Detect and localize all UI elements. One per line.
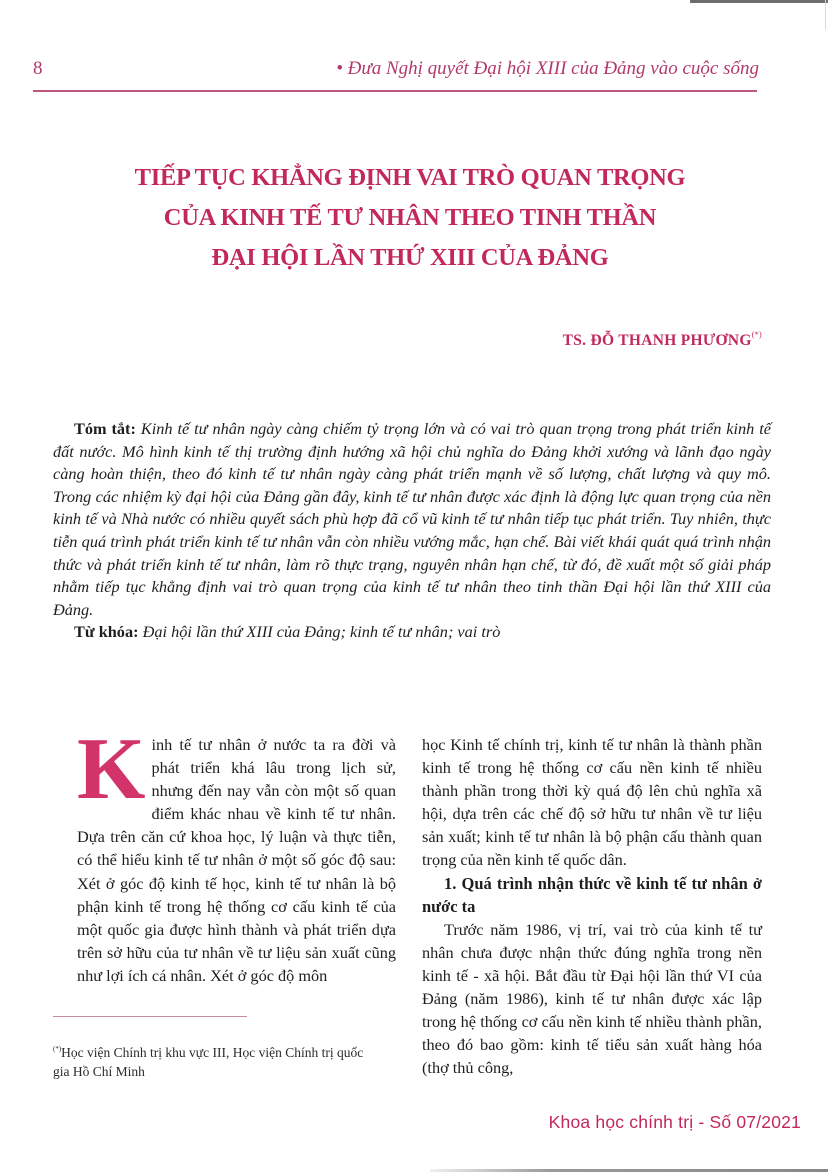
title-line: CỦA KINH TẾ TƯ NHÂN THEO TINH THẦN <box>163 204 657 231</box>
abstract <box>53 418 771 644</box>
abstract-text: Kinh tế tư nhân ngày càng chiếm tỷ trọng lớn và có vai trò quan trọng trong phát triển kinh tế đất nước. Mô hình kinh tế thị trường định hướng xã hội chủ nghĩa do Đảng khởi xướng và lãnh đạo ngày càng hoàn thiện, theo đó kinh tế tư nhân ngày càng phát triển mạnh về số lượng, chất lượng và quy mô. Trong các nhiệm kỳ đại hội của Đảng gần đây, kinh tế tư nhân được xác định là động lực quan trọng của nền kinh tế và Nhà nước có nhiều quyết sách phù hợp đã cổ vũ kinh tế tư nhân tiếp tục phát triển. Tuy nhiên, thực tiễn quá trình phát triển kinh tế tư nhân vẫn còn nhiều vướng mắc, hạn chế. Bài viết khái quát quá trình nhận thức và phát triển kinh tế tư nhân, làm rõ thực trạng, nguyên nhân hạn chế, từ đó, đề xuất một số giải pháp nhằm tiếp tục khẳng định vai trò quan trọng của kinh tế tư nhân theo tinh thần Đại hội lần thứ XIII của Đảng. <box>53 419 771 619</box>
footnote-marker: (*) <box>53 1045 62 1053</box>
title-line: TIẾP TỤC KHẲNG ĐỊNH VAI TRÒ QUAN TRỌNG <box>134 164 686 191</box>
intro-paragraph <box>77 721 396 987</box>
section-heading: 1. Quá trình nhận thức về kinh tế tư nhân ở nước ta <box>422 873 762 916</box>
intro-continuation: học Kinh tế chính trị, kinh tế tư nhân là thành phần kinh tế trong hệ thống cơ cấu nền kinh tế nhiều thành phần trong thời kỳ quá độ lên chủ nghĩa xã hội, dựa trên các chế độ sở hữu tư nhân về tư liệu sản xuất; kinh tế tư nhân là bộ phận cấu thành quan trọng của nền kinh tế quốc dân. <box>422 735 762 870</box>
running-header <box>33 52 759 86</box>
footnote-divider <box>53 1016 247 1017</box>
intro-text: inh tế tư nhân ở nước ta ra đời và phát triển khá lâu trong lịch sử, nhưng đến nay vẫn còn một số quan điểm khác nhau về kinh tế tư nhân. Dựa trên căn cứ khoa học, lý luận và thực tiễn, có thể hiểu kinh tế tư nhân ở một số góc độ sau: Xét ở góc độ kinh tế học, kinh tế tư nhân là bộ phận kinh tế trong hệ thống cơ cấu kinh tế của một quốc gia được hình thành và phát triển dựa trên sở hữu của tư nhân về tư liệu sản xuất cũng như lợi ích cá nhân. Xét ở góc độ môn <box>77 735 396 985</box>
abstract-paragraph <box>53 418 771 621</box>
section-paragraph: Trước năm 1986, vị trí, vai trò của kinh tế tư nhân chưa được nhận thức đúng nghĩa trong nền kinh tế - xã hội. Bắt đầu từ Đại hội lần thứ VI của Đảng (năm 1986), kinh tế tư nhân được xác lập trong hệ thống cơ cấu nền kinh tế nhiều thành phần, theo đó bao gồm: kinh tế tiểu sản xuất hàng hóa (thợ thủ công, <box>422 919 762 1078</box>
title-line: ĐẠI HỘI LẦN THỨ XIII CỦA ĐẢNG <box>211 244 609 271</box>
journal-footer: Khoa học chính trị - Số 07/2021 <box>548 1112 801 1132</box>
author-byline <box>563 330 762 350</box>
body-column-right <box>422 733 762 1079</box>
author-note-marker: (*) <box>751 330 762 339</box>
author-name: TS. ĐỖ THANH PHƯƠNG <box>562 332 752 349</box>
article-title <box>100 158 720 278</box>
abstract-label: Tóm tắt: <box>74 419 136 438</box>
drop-cap: K <box>77 721 146 818</box>
keywords-label: Từ khóa: <box>74 622 139 642</box>
scan-edge-top <box>690 0 828 3</box>
page-number: 8 <box>33 58 43 79</box>
body-column-left <box>77 721 396 987</box>
footnote <box>53 1040 378 1081</box>
running-title: • Đưa Nghị quyết Đại hội XIII của Đảng vào cuộc sống <box>336 58 759 79</box>
header-divider <box>33 90 757 92</box>
scan-edge-right <box>825 0 826 30</box>
footnote-text: Học viện Chính trị khu vực III, Học viện Chính trị quốc gia Hồ Chí Minh <box>53 1045 364 1079</box>
keywords-paragraph <box>53 621 771 644</box>
keywords-text: Đại hội lần thứ XIII của Đảng; kinh tế tư nhân; vai trò <box>142 622 501 642</box>
